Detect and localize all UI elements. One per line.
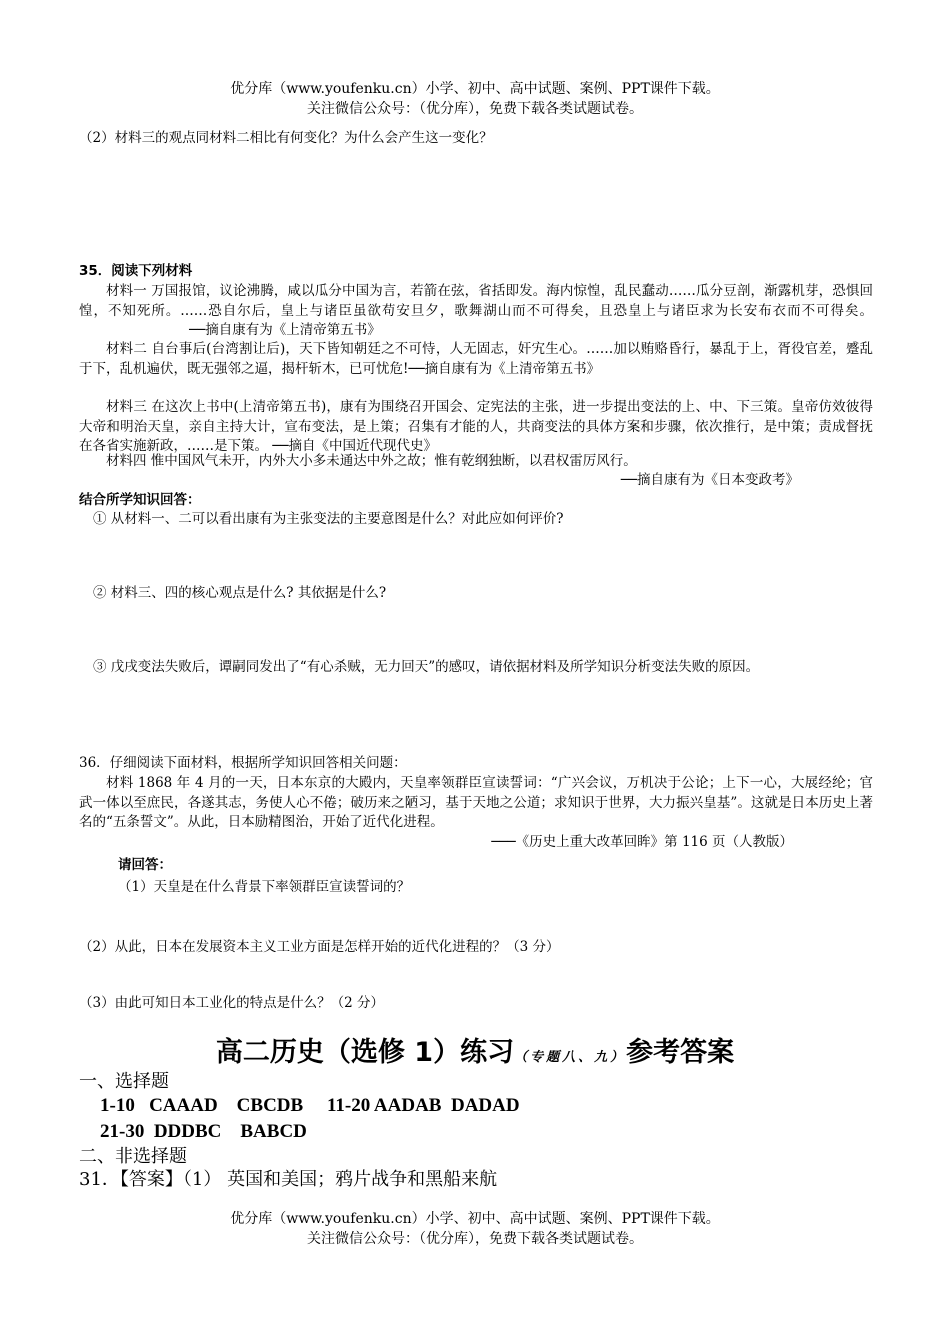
answers-title-end: 参考答案	[626, 1037, 735, 1068]
answers-section-1: 一、选择题	[79, 1071, 169, 1092]
q36-prompt: 请回答：	[118, 857, 172, 873]
answers-title-main: 高二历史（选修 1）练习	[215, 1037, 515, 1068]
footer-line-2: 关注微信公众号：（优分库），免费下载各类试题试卷。	[307, 1231, 643, 1247]
q36-source: ───《历史上重大改革回眸》第 116 页（人教版）	[491, 834, 793, 850]
header-line-2: 关注微信公众号：（优分库），免费下载各类试题试卷。	[307, 101, 643, 117]
q35-question-b: ② 材料三、四的核心观点是什么? 其依据是什么?	[93, 585, 387, 601]
q35-material-1	[79, 282, 873, 341]
answers-section-2: 二、非选择题	[79, 1146, 187, 1167]
answers-title-small: （专题八、九）	[514, 1050, 627, 1065]
footer-line-1: 优分库（www.youfenku.cn）小学、初中、高中试题、案例、PPT课件下载。	[230, 1211, 720, 1227]
q35-material-1-text: 材料一 万国报馆，议论沸腾，咸以瓜分中国为言，若箭在弦，省括即发。海内惊惶，乱民蠢动……瓜分豆剖，渐露机芽，恐惧回惶，不知死所。……恐自尔后，皇上与诸臣虽欲苟安旦夕，歌舞湖山而不可得矣，且恐皇上与诸臣求为长安布衣而不可得矣。	[79, 283, 873, 319]
q36-material: 材料 1868 年 4 月的一天，日本东京的大殿内，天皇率领群臣宣读誓词：“广兴会议，万机决于公论；上下一心，大展经纶；官武一体以至庶民，各遂其志，务使人心不倦；破历来之陋习，基于天地之公道；求知识于世界，大力振兴皇基”。这就是日本历史上著名的“五条誓文”。从此，日本励精图治，开始了近代化进程。	[79, 775, 873, 830]
q35-question-a: ① 从材料一、二可以看出康有为主张变法的主要意图是什么？对此应如何评价?	[93, 511, 564, 527]
answers-row-2: 21-30 DDDBC BABCD	[100, 1121, 307, 1142]
q35-title: 35．阅读下列材料	[79, 263, 193, 279]
q36-question-3: （3）由此可知日本工业化的特点是什么？（2 分）	[79, 995, 384, 1011]
q36-question-1: （1）天皇是在什么背景下率领群臣宣读誓词的？	[118, 879, 411, 895]
answers-q31: 31．【答案】（1） 英国和美国；鸦片战争和黑船来航	[79, 1169, 498, 1190]
q35-material-1-source: ──摘自康有为《上清帝第五书》	[189, 322, 381, 338]
q35-material-4-source: ──摘自康有为《日本变政考》	[620, 472, 799, 488]
q35-material-3: 材料三 在这次上书中(上清帝第五书)，康有为围绕召开国会、定宪法的主张，进一步提出变法的上、中、下三策。皇帝仿效彼得大帝和明治天皇，亲自主持大计，宣布变法，是上策；召集有才能的人，共商变法的具体方案和步骤，依次推行，是中策；责成督抚在各省实施新政，……是下策。 ──摘自《中国近代现代史》	[79, 399, 873, 454]
q36-title: 36．仔细阅读下面材料，根据所学知识回答相关问题：	[79, 755, 407, 771]
q35-question-c-text: ③ 戊戌变法失败后，谭嗣同发出了“有心杀贼，无力回天”的感叹，请依据材料及所学知识分析变法失败的原因。	[93, 659, 760, 675]
q35-material-4: 材料四 惟中国风气未开，内外大小多未通达中外之故；惟有乾纲独断，以君权雷厉风行。	[106, 453, 637, 469]
q35-question-c	[79, 658, 873, 678]
header-line-1: 优分库（www.youfenku.cn）小学、初中、高中试题、案例、PPT课件下载。	[230, 81, 720, 97]
q34-part2: （2）材料三的观点同材料二相比有何变化？为什么会产生这一变化？	[79, 130, 493, 146]
q35-prompt: 结合所学知识回答：	[79, 492, 201, 508]
answers-row-1: 1-10 CAAAD CBCDB 11-20 AADAB DADAD	[100, 1095, 520, 1116]
q35-material-2: 材料二 自台事后(台湾割让后)，天下皆知朝廷之不可恃，人无固志，奸宄生心。……加以贿赂昏行，暴乱于上，胥役官差，蹙乱于下，乱机遍伏，既无强邻之逼，揭杆斩木，已可忧危!──摘自康有为《上清帝第五书》	[79, 341, 873, 377]
q36-question-2: （2）从此，日本在发展资本主义工业方面是怎样开始的近代化进程的？（3 分）	[79, 939, 560, 955]
